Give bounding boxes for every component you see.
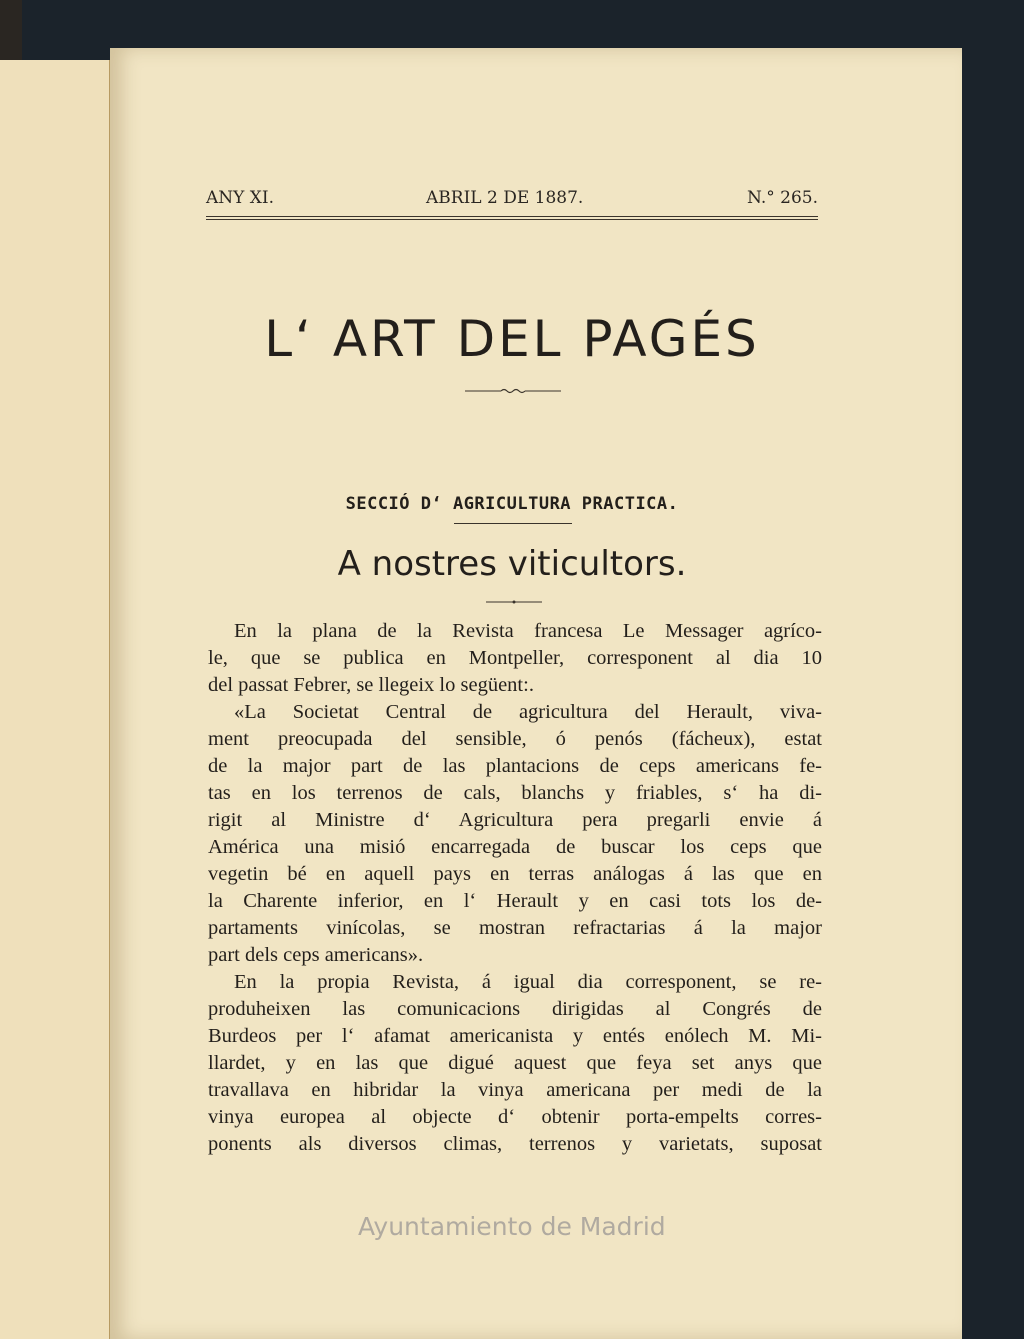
body-line: part dels ceps americans». — [208, 944, 424, 966]
article-title: A nostres viticultors. — [337, 544, 687, 584]
body-line: vegetin bé en aquell pays en terras análogas á las que en — [208, 863, 822, 885]
section-heading: SECCIÓ D‘ AGRICULTURA PRACTICA. — [345, 494, 679, 514]
masthead-ornament — [465, 388, 561, 394]
body-line: «La Societat Central de agricultura del Herault, viva- — [234, 701, 822, 723]
header-double-rule — [206, 216, 818, 220]
body-line: En la plana de la Revista francesa Le Messager agríco- — [234, 620, 822, 642]
page-header — [206, 188, 818, 214]
body-line: de la major part de las plantacions de ceps americans fe- — [208, 755, 822, 777]
library-watermark: Ayuntamiento de Madrid — [358, 1212, 666, 1241]
body-line: rigit al Ministre d‘ Agricultura pera pregarli envie á — [208, 809, 822, 831]
body-line: Burdeos per l‘ afamat americanista y entés enólech M. Mi- — [208, 1025, 822, 1047]
body-line: ment preocupada del sensible, ó penós (fácheux), estat — [208, 728, 822, 750]
book-spine-edge — [0, 0, 22, 60]
body-line: llardet, y en las que digué aquest que feya set anys que — [208, 1052, 822, 1074]
section-rule — [454, 523, 572, 524]
body-line: travallava en hibridar la vinya americana per medi de la — [208, 1079, 822, 1101]
masthead-title: L‘ ART DEL PAGÉS — [264, 310, 760, 368]
body-line: la Charente inferior, en l‘ Herault y en casi tots los de- — [208, 890, 822, 912]
volume-label: ANY XI. — [206, 188, 274, 208]
body-line: produheixen las comunicacions dirigidas al Congrés de — [208, 998, 822, 1020]
issue-number: N.° 265. — [747, 188, 818, 208]
body-line: América una misió encarregada de buscar los ceps que — [208, 836, 822, 858]
body-line: partaments vinícolas, se mostran refractarias á la major — [208, 917, 822, 939]
body-line: tas en los terrenos de cals, blanchs y friables, s‘ ha di- — [208, 782, 822, 804]
body-line: del passat Febrer, se llegeix lo següent:. — [208, 674, 534, 696]
journal-page — [110, 48, 962, 1339]
issue-date: ABRIL 2 DE 1887. — [426, 188, 584, 208]
body-line: vinya europea al objecte d‘ obtenir porta-empelts corres- — [208, 1106, 822, 1128]
body-line: En la propia Revista, á igual dia corresponent, se re- — [234, 971, 822, 993]
body-line: le, que se publica en Montpeller, corresponent al dia 10 — [208, 647, 822, 669]
left-page-edge — [0, 60, 112, 1339]
body-line: ponents als diversos climas, terrenos y varietats, suposat — [208, 1133, 822, 1155]
article-body — [208, 618, 822, 1158]
title-ornament — [486, 600, 542, 604]
